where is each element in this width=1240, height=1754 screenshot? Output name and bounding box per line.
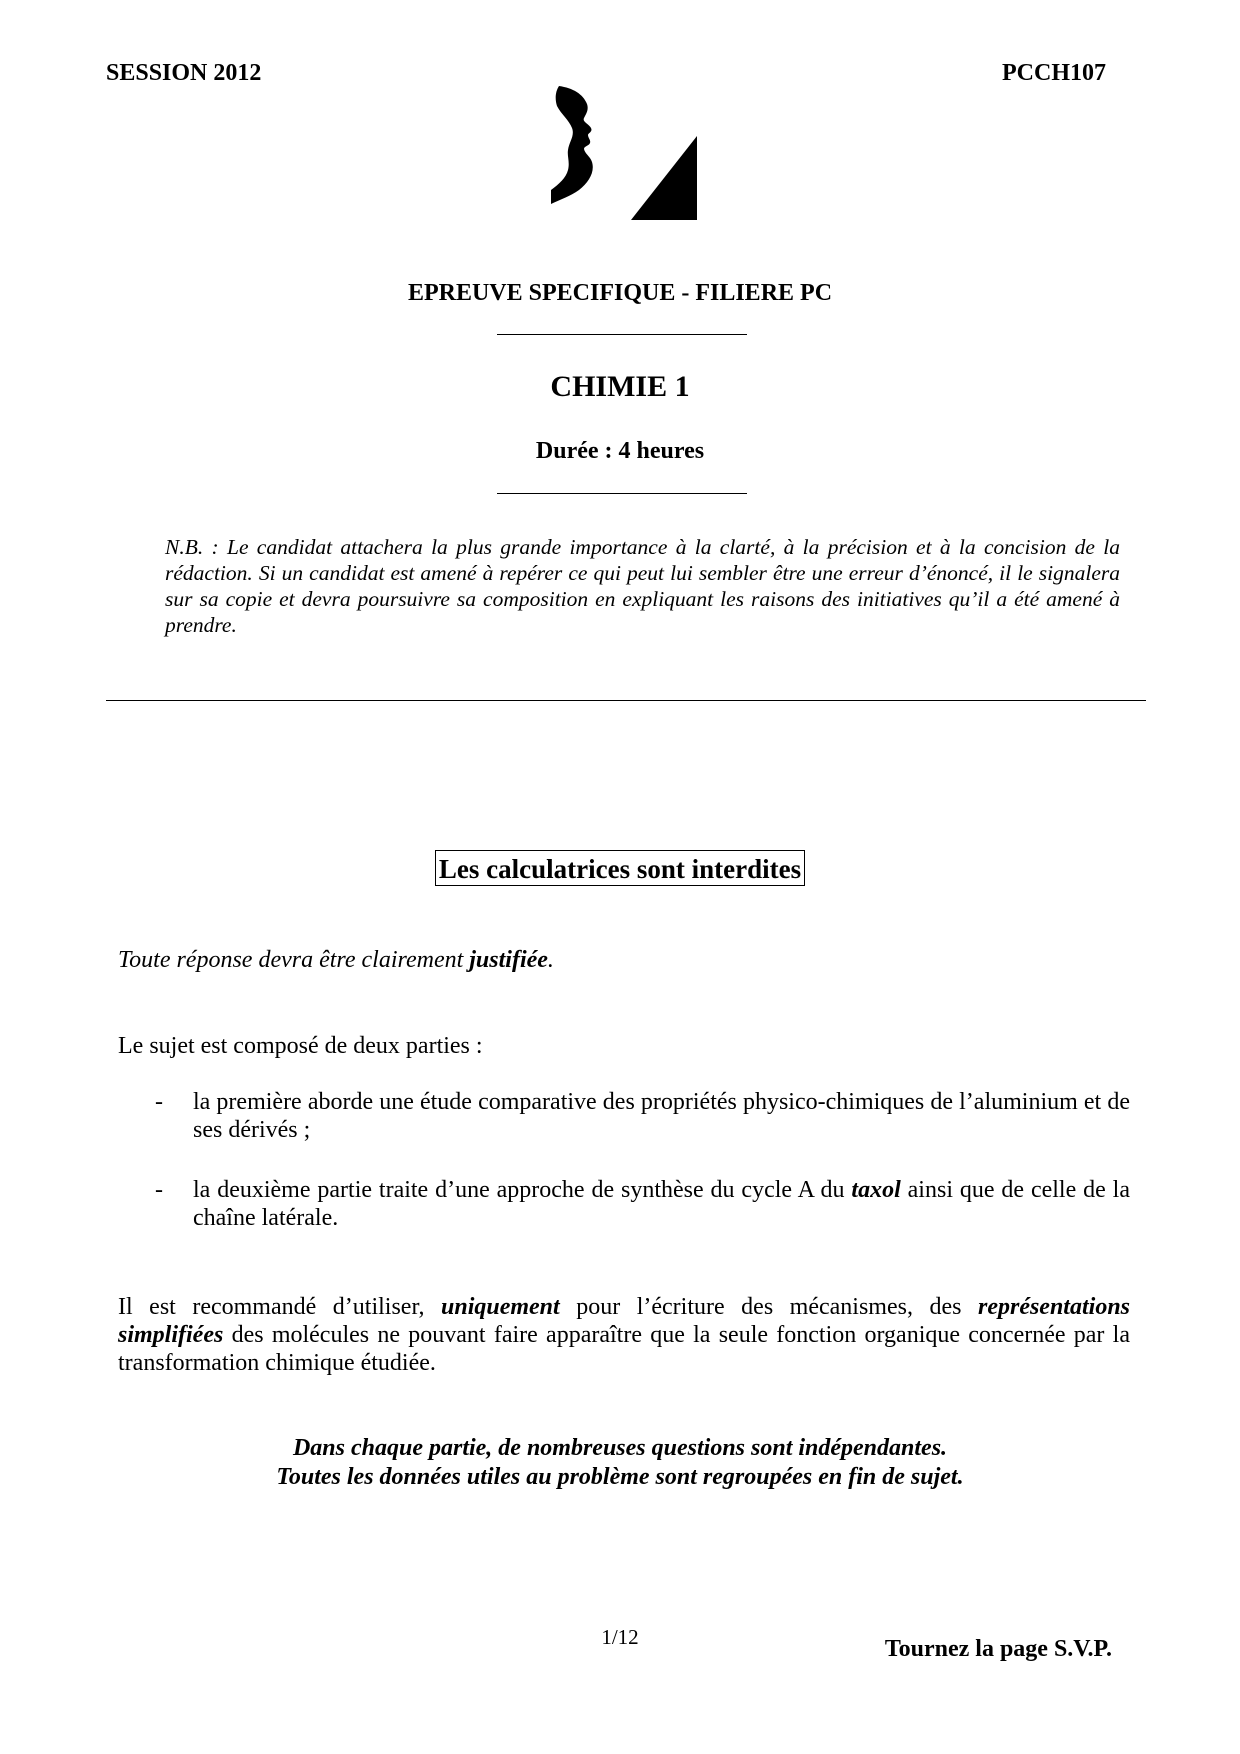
justification-emphasis: justifiée xyxy=(469,947,548,973)
list-item-text-start: la deuxième partie traite d’une approche de synthèse du cycle A du xyxy=(193,1177,852,1203)
reco-text-1: Il est recommandé d’utiliser, xyxy=(118,1294,441,1320)
subject-intro: Le sujet est composé de deux parties : xyxy=(118,1033,483,1059)
justification-instruction xyxy=(118,946,1130,974)
justification-text: Toute réponse devra être clairement xyxy=(118,947,470,973)
reco-text-2: pour l’écriture des mécanismes, des xyxy=(559,1294,978,1320)
divider-line xyxy=(497,493,747,494)
page-number: 1/12 xyxy=(601,1625,639,1649)
list-item-text-end: ainsi que de celle de la chaîne latérale. xyxy=(193,1177,1130,1231)
list-dash: - xyxy=(155,1089,163,1115)
divider-line xyxy=(497,334,747,335)
list-dash: - xyxy=(155,1177,163,1203)
exam-type-heading: EPREUVE SPECIFIQUE - FILIERE PC xyxy=(407,280,833,306)
turn-page-note: Tournez la page S.V.P. xyxy=(884,1636,1112,1662)
nb-note: N.B. : Le candidat attachera la plus grande importance à la clarté, à la précision et à la concision de la rédaction. Si un candidat est amené à repérer ce qui peut lui sembler être une erreur d’énoncé, il le signalera sur sa copie et devra poursuivre sa composition en expliquant les raisons des initiatives qu’il a été amené à prendre. xyxy=(165,535,1120,637)
list-item-text: la première aborde une étude comparative des propriétés physico-chimiques de l’aluminium et de ses dérivés ; xyxy=(193,1089,1130,1143)
reco-emphasis-representations: représentations simplifiées xyxy=(118,1294,1130,1348)
subject-title: CHIMIE 1 xyxy=(550,370,690,403)
reco-text-3: des molécules ne pouvant faire apparaître que la seule fonction organique concernée par la transformation chimique étudiée. xyxy=(118,1322,1130,1376)
calculators-notice-wrap xyxy=(0,850,1240,886)
list-item-text xyxy=(193,1176,1130,1232)
closing-line-1: Dans chaque partie, de nombreuses questions sont indépendantes. xyxy=(292,1435,948,1461)
session-label: SESSION 2012 xyxy=(106,60,262,86)
calculators-notice: Les calculatrices sont interdites xyxy=(435,850,805,886)
list-item xyxy=(155,1176,1130,1232)
closing-line-2: Toutes les données utiles au problème sont regroupées en fin de sujet. xyxy=(276,1464,964,1490)
section-separator xyxy=(106,700,1146,701)
profile-silhouette-logo-icon xyxy=(551,86,697,220)
duration-label: Durée : 4 heures xyxy=(535,438,705,464)
recommendation-paragraph xyxy=(118,1293,1130,1377)
justification-end: . xyxy=(547,947,554,973)
list-item xyxy=(155,1088,1130,1144)
closing-note xyxy=(0,1434,1240,1492)
exam-code: PCCH107 xyxy=(1002,60,1106,86)
taxol-emphasis: taxol xyxy=(851,1177,901,1203)
reco-emphasis-uniquement: uniquement xyxy=(441,1294,560,1320)
